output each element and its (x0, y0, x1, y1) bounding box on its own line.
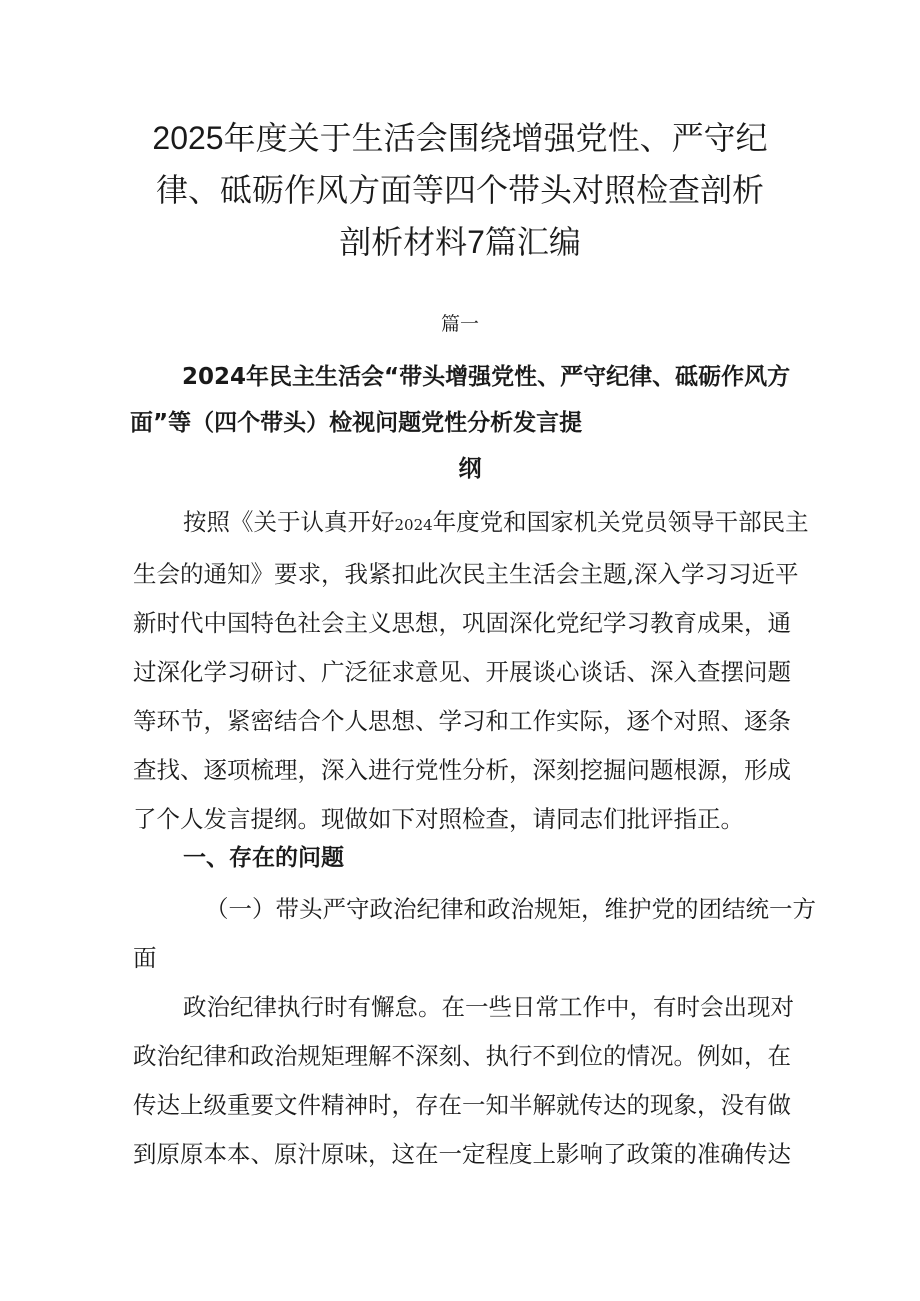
paragraph-line: 查找、逐项梳理，深入进行党性分析，深刻挖掘问题根源，形成 (133, 756, 791, 784)
paragraph-line: 面 (133, 944, 157, 972)
title-line: 剖析材料7篇汇编 (339, 224, 581, 260)
paragraph-line: 过深化学习研讨、广泛征求意见、开展谈心谈话、深入查摆问题 (133, 658, 791, 686)
paragraph-line (133, 498, 809, 550)
title-line: 2025年度关于生活会围绕增强党性、严守纪 (152, 120, 768, 156)
paragraph-line: 等环节，紧密结合个人思想、学习和工作实际，逐个对照、逐条 (133, 707, 791, 735)
paragraph-line: 政治纪律和政治规矩理解不深刻、执行不到位的情况。例如，在 (133, 1042, 791, 1070)
subtitle-line: 纲 (458, 456, 482, 482)
text-segment: 年度党和国家机关党员领导干部民主 (432, 508, 809, 536)
article-subtitle (130, 354, 810, 492)
paragraph-line: 新时代中国特色社会主义思想，巩固深化党纪学习教育成果，通 (133, 609, 791, 637)
text-segment: 按照《关于认真开好 (183, 508, 395, 536)
subtitle-line: 面”等（四个带头）检视问题党性分析发言提 (130, 410, 583, 436)
paragraph-body (133, 983, 798, 1179)
paragraph-line: （一）带头严守政治纪律和政治规矩，维护党的团结统一方 (205, 895, 816, 923)
paragraph-line: 传达上级重要文件精神时，存在一知半解就传达的现象，没有做 (133, 1091, 791, 1119)
subsection-heading (133, 885, 816, 983)
paragraph-intro (133, 498, 809, 844)
section-heading: 一、存在的问题 (183, 845, 344, 871)
section-label: 篇一 (440, 313, 479, 335)
paragraph-line: 生会的通知》要求，我紧扣此次民主生活会主题,深入学习习近平 (133, 560, 799, 588)
paragraph-line: 到原原本本、原汁原味，这在一定程度上影响了政策的准确传达 (133, 1140, 791, 1168)
paragraph-line: 了个人发言提纲。现做如下对照检查，请同志们批评指正。 (133, 805, 744, 833)
subtitle-line: 2024年民主生活会“带头增强党性、严守纪律、砥砺作风方 (182, 364, 791, 390)
year-number: 2024 (394, 516, 433, 534)
paragraph-line: 政治纪律执行时有懈怠。在一些日常工作中，有时会出现对 (183, 993, 794, 1021)
title-line: 律、砥砺作风方面等四个带头对照检查剖析 (155, 172, 764, 208)
document-title (110, 112, 810, 268)
